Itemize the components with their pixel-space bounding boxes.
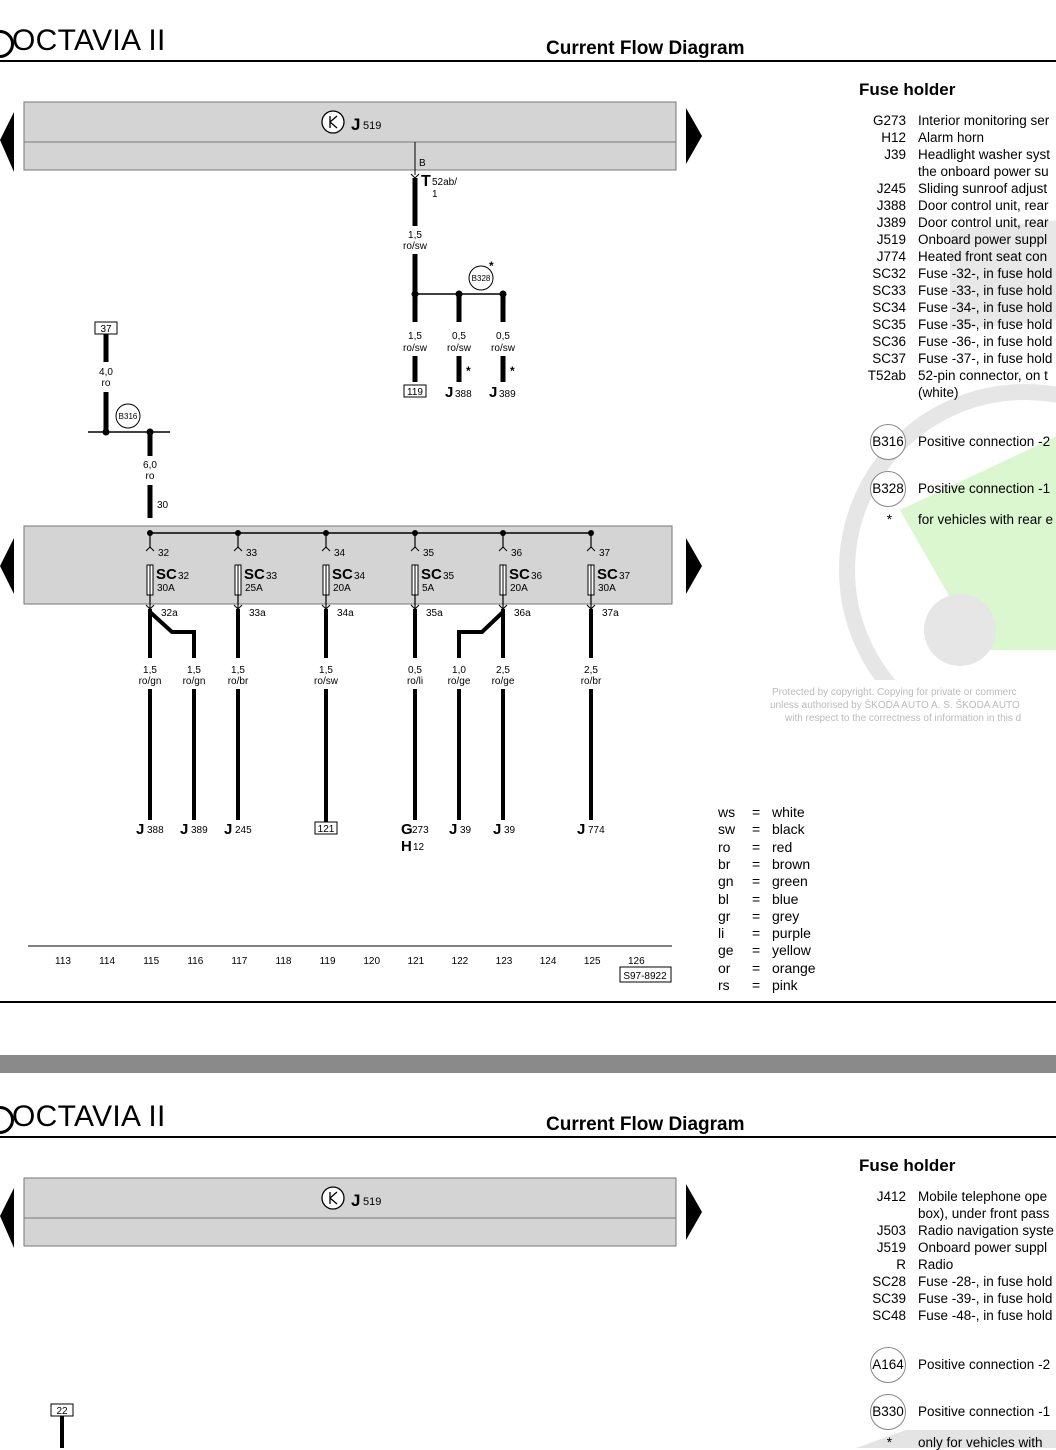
wire-colour: ro/br xyxy=(580,676,602,687)
next-page-arrow-icon-2[interactable] xyxy=(686,538,702,594)
colour-name: purple xyxy=(772,925,811,942)
legend-desc: Radio xyxy=(918,1257,954,1272)
colour-abbr: ro xyxy=(718,838,731,855)
svg-text:*: * xyxy=(489,259,494,273)
svg-text:ro/sw: ro/sw xyxy=(403,241,427,252)
wire-size: 2,5 xyxy=(584,665,598,676)
colour-eq: = xyxy=(752,942,761,959)
fuse-label: SC xyxy=(509,566,530,583)
legend-code: R xyxy=(896,1257,906,1272)
fuse-label: SC xyxy=(156,566,177,583)
legend-desc: Door control unit, rear xyxy=(918,215,1049,230)
svg-text:ro/sw: ro/sw xyxy=(447,343,471,354)
colour-eq: = xyxy=(752,821,761,838)
fuse-label: SC xyxy=(421,566,442,583)
legend-code: SC35 xyxy=(872,317,906,332)
svg-text:519: 519 xyxy=(363,120,382,132)
colour-eq: = xyxy=(752,873,761,890)
page-title: Current Flow Diagram xyxy=(546,38,745,59)
fuse-label: SC xyxy=(332,566,353,583)
scale-number: 116 xyxy=(187,956,204,967)
legend-desc: Interior monitoring ser xyxy=(918,113,1050,128)
legend-desc: Fuse -34-, in fuse hold xyxy=(918,300,1053,315)
colour-abbr: ws xyxy=(718,804,736,820)
legend-code: J519 xyxy=(876,232,906,247)
legend-heading-2: Fuse holder xyxy=(859,1156,956,1175)
legend-code: H12 xyxy=(881,130,906,145)
fuse-pin-in: 33 xyxy=(246,548,258,559)
fuse-rating: 25A xyxy=(245,583,263,594)
colour-eq: = xyxy=(752,907,761,924)
prev-page-arrow-icon-3[interactable] xyxy=(0,1188,14,1248)
wire-colour: ro/li xyxy=(406,676,424,687)
prev-page-arrow-icon-2[interactable] xyxy=(0,538,14,594)
colour-name: brown xyxy=(772,855,811,872)
legend-code: J503 xyxy=(876,1223,906,1238)
j519-label: J xyxy=(351,115,361,134)
wire-target: G xyxy=(401,821,413,838)
connection-code-icon: B330 xyxy=(870,1394,906,1430)
control-unit-symbol-icon-2 xyxy=(322,1187,344,1209)
fuse-pin-in: 35 xyxy=(423,548,435,559)
svg-text:389: 389 xyxy=(499,389,516,400)
legend-desc: (white) xyxy=(918,385,959,400)
colour-name: grey xyxy=(772,907,800,924)
colour-eq: = xyxy=(752,925,761,942)
scale-number: 125 xyxy=(583,956,601,967)
colour-code-row xyxy=(718,821,805,837)
wire-target-sub: 39 xyxy=(460,825,472,836)
ref-37: 37 xyxy=(100,324,112,335)
legend-desc: Radio navigation syste xyxy=(918,1223,1054,1238)
wire-target: J xyxy=(136,821,145,838)
wire-target-sub: 273 xyxy=(412,825,429,836)
fuse-pin-in: 37 xyxy=(599,548,611,559)
j519-block-top xyxy=(24,102,676,170)
connection-code-icon: A164 xyxy=(870,1347,906,1383)
legend-desc: Fuse -28-, in fuse hold xyxy=(918,1274,1053,1289)
connection-code-icon: B316 xyxy=(870,424,906,460)
svg-text:388: 388 xyxy=(455,389,472,400)
colour-eq: = xyxy=(752,855,761,872)
wire-target: J xyxy=(577,821,586,838)
fuse-number: 35 xyxy=(443,571,455,582)
legend-code: SC28 xyxy=(872,1274,906,1289)
legend-desc: Mobile telephone ope xyxy=(918,1189,1048,1204)
wire-target: J xyxy=(449,821,458,838)
colour-code-row xyxy=(718,977,798,993)
colour-code-row xyxy=(718,942,811,958)
legend-code: SC33 xyxy=(872,283,906,298)
wire-target-sub: 389 xyxy=(191,825,208,836)
svg-text:1,5: 1,5 xyxy=(408,331,422,342)
colour-abbr: gn xyxy=(718,873,734,890)
colour-abbr: rs xyxy=(718,977,730,993)
ref-22: 22 xyxy=(56,1406,68,1417)
colour-eq: = xyxy=(752,804,761,820)
legend-heading: Fuse holder xyxy=(859,80,956,99)
colour-name: yellow xyxy=(772,942,811,959)
fuse-rating: 30A xyxy=(157,583,175,594)
colour-name: black xyxy=(772,821,805,838)
legend-desc: Fuse -35-, in fuse hold xyxy=(918,317,1053,332)
legend-desc: Fuse -48-, in fuse hold xyxy=(918,1308,1053,1323)
wire-target: J xyxy=(224,821,233,838)
legend-code: SC36 xyxy=(872,334,906,349)
wire-colour: ro/gn xyxy=(182,676,206,687)
colour-eq: = xyxy=(752,959,761,976)
circuit-diagram-2 xyxy=(0,1136,830,1448)
legend-desc: Onboard power suppl xyxy=(918,1240,1048,1255)
fuse-number: 32 xyxy=(178,571,190,582)
legend-code: J389 xyxy=(876,215,906,230)
scale-number: 120 xyxy=(363,956,381,967)
legend-desc: Fuse -37-, in fuse hold xyxy=(918,351,1053,366)
column-scale xyxy=(55,956,645,967)
svg-text:1,5: 1,5 xyxy=(408,230,422,241)
svg-text:0,5: 0,5 xyxy=(452,331,466,342)
scale-number: 122 xyxy=(451,956,469,967)
fuse-rating: 20A xyxy=(510,583,528,594)
legend-desc: Onboard power suppl xyxy=(918,232,1048,247)
svg-text:*: * xyxy=(466,364,471,378)
circuit-diagram xyxy=(0,60,830,1000)
fuse-number: 36 xyxy=(531,571,543,582)
fuse-label: SC xyxy=(597,566,618,583)
fuse-pin-out: 33a xyxy=(249,608,266,619)
legend-desc: Heated front seat con xyxy=(918,249,1048,264)
colour-name: white xyxy=(772,804,805,820)
svg-text:30: 30 xyxy=(157,500,169,511)
colour-name: red xyxy=(772,838,793,855)
fuse-pin-in: 32 xyxy=(158,548,170,559)
svg-text:J: J xyxy=(351,1191,361,1210)
ref-119: 119 xyxy=(407,387,423,398)
legend-desc: the onboard power su xyxy=(918,164,1049,179)
legend-code: SC37 xyxy=(872,351,906,366)
fuse-rating: 30A xyxy=(598,583,616,594)
svg-text:B316: B316 xyxy=(118,412,138,421)
wire-size: 1,5 xyxy=(187,665,201,676)
colour-code-row xyxy=(718,856,810,872)
colour-code-row xyxy=(718,925,811,941)
fuse-number: 34 xyxy=(354,571,366,582)
footnote-star: * xyxy=(886,1435,892,1450)
svg-text:ro: ro xyxy=(101,378,111,389)
scale-number: 115 xyxy=(143,956,160,967)
svg-text:*: * xyxy=(510,364,515,378)
footnote-text: for vehicles with rear e xyxy=(918,512,1054,527)
prev-page-arrow-icon[interactable] xyxy=(0,112,14,172)
fuse-pin-out: 34a xyxy=(337,608,354,619)
output-wires xyxy=(136,612,605,838)
drawing-number: S97-8922 xyxy=(623,971,667,982)
wire-colour: ro/sw xyxy=(314,676,338,687)
legend-code: G273 xyxy=(872,113,906,128)
legend-desc: Door control unit, rear xyxy=(918,198,1049,213)
wire-size: 2,5 xyxy=(496,665,510,676)
wire-target-sub: 245 xyxy=(235,825,252,836)
connection-code-icon: B328 xyxy=(870,471,906,507)
svg-text:6,0: 6,0 xyxy=(143,460,157,471)
wire-target-sub: 39 xyxy=(504,825,516,836)
wire-target-sub: 774 xyxy=(588,825,605,836)
colour-name: green xyxy=(772,873,808,890)
wire-size: 1,5 xyxy=(319,665,333,676)
legend-code: J412 xyxy=(876,1189,906,1204)
svg-text:B328: B328 xyxy=(471,274,491,283)
connection-desc: Positive connection -1 xyxy=(918,481,1051,496)
svg-text:ro/sw: ro/sw xyxy=(491,343,515,354)
next-page-arrow-icon-3[interactable] xyxy=(686,1184,702,1240)
colour-eq: = xyxy=(752,890,761,907)
fuse-pin-in: 36 xyxy=(511,548,523,559)
legend-desc: Fuse -39-, in fuse hold xyxy=(918,1291,1053,1306)
colour-abbr: or xyxy=(718,959,731,976)
footer-rule xyxy=(0,1001,1056,1003)
colour-abbr: gr xyxy=(718,907,731,924)
svg-text:B: B xyxy=(419,158,426,169)
svg-text:H: H xyxy=(401,838,412,855)
colour-eq: = xyxy=(752,838,761,855)
legend-code: J245 xyxy=(876,181,906,196)
wire-colour: ro/ge xyxy=(447,676,471,687)
legend-code: SC39 xyxy=(872,1291,906,1306)
legend-desc: Fuse -33-, in fuse hold xyxy=(918,283,1053,298)
t52ab-label: T xyxy=(421,173,431,190)
svg-text:J: J xyxy=(489,384,498,401)
legend-code: SC32 xyxy=(872,266,906,281)
svg-text:12: 12 xyxy=(413,842,425,853)
scale-number: 118 xyxy=(275,956,292,967)
colour-abbr: sw xyxy=(718,821,736,838)
colour-code-row xyxy=(718,839,792,855)
scale-number: 121 xyxy=(407,956,425,967)
wire-target-sub: 388 xyxy=(147,825,164,836)
colour-abbr: li xyxy=(718,925,725,942)
legend-code: SC34 xyxy=(872,300,906,315)
colour-code-row xyxy=(718,960,816,976)
page-separator xyxy=(0,1055,1056,1073)
fuse-pin-in: 34 xyxy=(334,548,346,559)
wire-size: 1,5 xyxy=(143,665,157,676)
legend-desc: Fuse -36-, in fuse hold xyxy=(918,334,1053,349)
fuse-rating: 20A xyxy=(333,583,351,594)
fuse-pin-out: 32a xyxy=(161,608,178,619)
fuse-pin-out: 37a xyxy=(602,608,619,619)
colour-code-row xyxy=(718,891,798,907)
wire-colour: ro/gn xyxy=(138,676,162,687)
wire-colour: ro/ge xyxy=(491,676,515,687)
legend-code: J519 xyxy=(876,1240,906,1255)
colour-abbr: bl xyxy=(718,890,729,907)
footnote-text: only for vehicles with xyxy=(918,1435,1043,1450)
colour-name: orange xyxy=(772,959,816,976)
scale-number: 117 xyxy=(231,956,248,967)
fuse-number: 37 xyxy=(619,571,631,582)
svg-text:ro: ro xyxy=(145,471,155,482)
brand-title: OCTAVIA II xyxy=(12,24,166,57)
connection-desc: Positive connection -2 xyxy=(918,1357,1051,1372)
copyright-note: Protected by copyright. Copying for private or commerc unless authorised by ŠKODA AUTO A. S. ŠKODA AUTO with respect to the correctness of information in this d xyxy=(770,687,1022,724)
legend-code: T52ab xyxy=(867,368,906,383)
colour-abbr: br xyxy=(718,855,731,872)
footnote-star: * xyxy=(886,512,892,527)
legend-desc: Sliding sunroof adjust xyxy=(918,181,1048,196)
svg-text:519: 519 xyxy=(363,1196,382,1208)
fuse-pin-out: 35a xyxy=(426,608,443,619)
scale-number: 124 xyxy=(539,956,557,967)
wire-target: J xyxy=(180,821,189,838)
wire-size: 1,5 xyxy=(231,665,245,676)
wire-size: 0,5 xyxy=(408,665,422,676)
scale-number: 119 xyxy=(319,956,336,967)
scale-number: 114 xyxy=(99,956,116,967)
connection-desc: Positive connection -2 xyxy=(918,434,1051,449)
colour-name: blue xyxy=(772,890,799,907)
scale-number: 113 xyxy=(55,956,71,967)
colour-name: pink xyxy=(772,977,798,993)
legend-desc: Alarm horn xyxy=(918,130,985,145)
fuse-pin-out: 36a xyxy=(514,608,531,619)
wire-target: J xyxy=(493,821,502,838)
fuse-rating: 5A xyxy=(422,583,435,594)
svg-text:ro/sw: ro/sw xyxy=(403,343,427,354)
svg-text:0,5: 0,5 xyxy=(496,331,510,342)
legend-desc: Headlight washer syst xyxy=(918,147,1051,162)
svg-text:J: J xyxy=(445,384,454,401)
next-page-arrow-icon[interactable] xyxy=(686,108,702,164)
svg-text:1: 1 xyxy=(432,189,438,200)
wire-colour: ro/br xyxy=(227,676,249,687)
legend-desc: Fuse -32-, in fuse hold xyxy=(918,266,1053,281)
fuse-number: 33 xyxy=(266,571,278,582)
wire-size: 1,0 xyxy=(452,665,466,676)
ref-121: 121 xyxy=(317,824,335,835)
colour-code-row xyxy=(718,804,805,820)
colour-abbr: ge xyxy=(718,942,734,959)
fuse-label: SC xyxy=(244,566,265,583)
connection-desc: Positive connection -1 xyxy=(918,1404,1051,1419)
colour-eq: = xyxy=(752,977,761,993)
legend-desc: 52-pin connector, on t xyxy=(918,368,1048,383)
scale-number: 126 xyxy=(627,956,645,967)
svg-text:52ab/: 52ab/ xyxy=(432,177,458,188)
legend-code: J774 xyxy=(876,249,906,264)
control-unit-symbol-icon xyxy=(322,111,344,133)
colour-code-row xyxy=(718,908,799,924)
j519-block-page2 xyxy=(24,1178,676,1246)
legend-code: SC48 xyxy=(872,1308,906,1323)
legend-desc: box), under front pass xyxy=(918,1206,1050,1221)
scale-number: 123 xyxy=(495,956,513,967)
legend-code: J39 xyxy=(884,147,906,162)
legend-code: J388 xyxy=(876,198,906,213)
colour-code-row xyxy=(718,873,808,889)
brand-title-2: OCTAVIA II xyxy=(12,1100,166,1133)
svg-text:4,0: 4,0 xyxy=(99,367,113,378)
page-title-2: Current Flow Diagram xyxy=(546,1114,745,1135)
